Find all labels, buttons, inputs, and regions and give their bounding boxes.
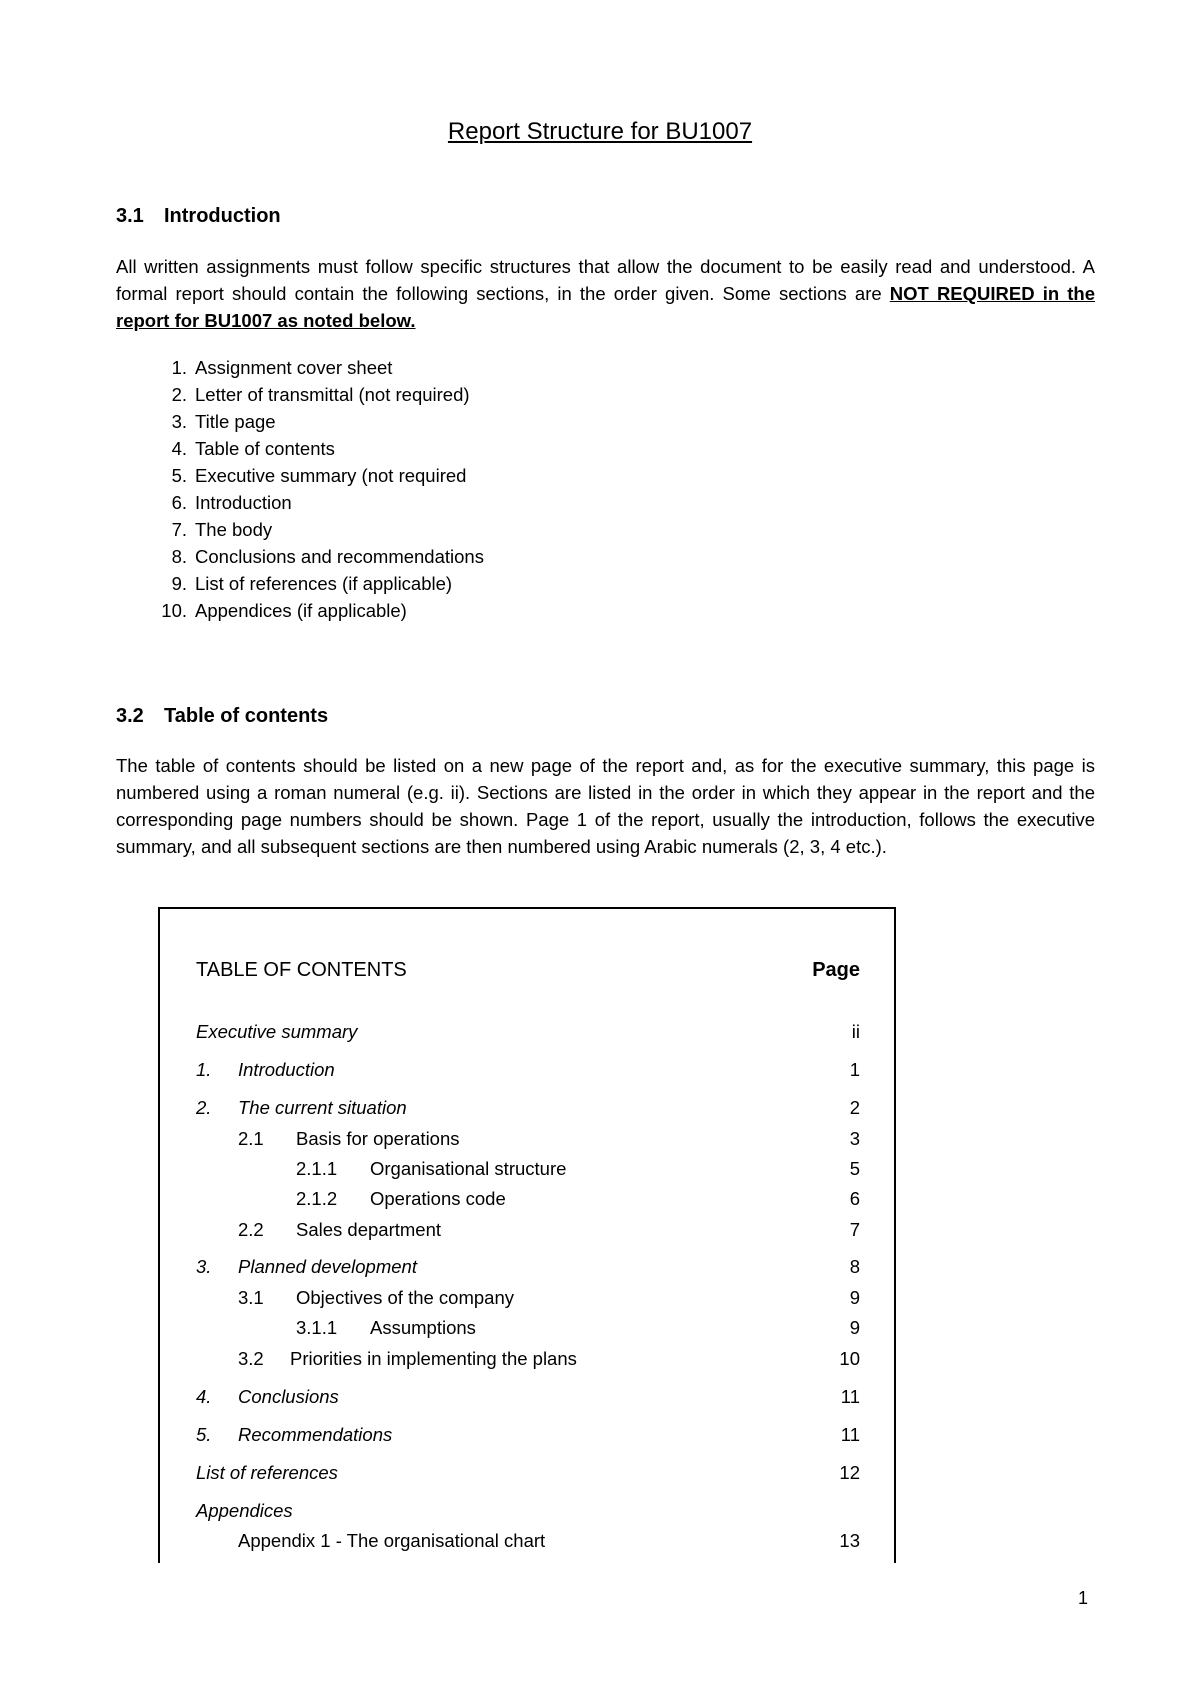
toc-label: Objectives of the company [296,1287,514,1308]
toc-row [160,1384,894,1410]
toc-row [160,1460,894,1486]
toc-row [160,1126,894,1152]
list-number: 6. [171,492,187,513]
toc-number: 2.1.1 [296,1158,338,1179]
toc-page: 8 [849,1256,860,1277]
list-number: 1. [171,357,187,378]
toc-number: 3.1.1 [296,1317,338,1338]
toc-page: 6 [849,1188,860,1209]
toc-row [160,1498,894,1524]
toc-title: TABLE OF CONTENTS [196,959,407,981]
toc-label: Operations code [370,1188,506,1209]
toc-number: 3.1 [238,1287,264,1308]
toc-row [160,1186,894,1212]
list-item [116,408,484,435]
not-required-note: NOT REQUIRED in the report for BU1007 as noted below. [116,283,1096,331]
toc-number: 2.1 [238,1128,264,1149]
list-item [116,543,484,570]
toc-label: List of references [196,1462,338,1483]
toc-row [160,1285,894,1311]
toc-row [160,1156,894,1182]
section-heading-introduction [116,205,281,228]
toc-row [160,1315,894,1341]
toc-page: 10 [839,1348,860,1369]
list-item [116,462,484,489]
section-heading-table-of-contents [116,705,328,728]
toc-paragraph: The table of contents should be listed on a new page of the report and, as for the executive summary, this page is numbered using a roman numeral (e.g. ii). Sections are listed in the order in which they appear in the report and the corresponding page numbers should be shown. Page 1 of the report, usually the introduction, follows the executive summary, and all subsequent sections are then numbered using Arabic numerals (2, 3, 4 etc.). [116,755,1095,857]
list-item [116,354,484,381]
toc-label: Executive summary [196,1021,358,1042]
list-number: 8. [171,546,187,567]
list-text: List of references (if applicable) [195,573,453,594]
toc-page: 11 [840,1424,860,1445]
toc-label: Appendices [196,1500,293,1521]
toc-row [160,1528,894,1554]
list-text: Letter of transmittal (not required) [195,384,470,405]
toc-page: 3 [849,1128,860,1149]
toc-number: 3.2 [238,1348,264,1369]
toc-label: Sales department [296,1219,442,1240]
section-number: 3.1 [116,205,144,227]
toc-label: Priorities in implementing the plans [290,1348,577,1369]
list-number: 7. [171,519,187,540]
list-item [116,597,484,624]
toc-label: Assumptions [370,1317,476,1338]
toc-row [160,1254,894,1280]
table-of-contents-box [158,907,896,1563]
toc-page: 13 [839,1530,860,1551]
section-title: Table of contents [164,705,329,727]
toc-number: 2.1.2 [296,1188,338,1209]
list-item [116,570,484,597]
toc-row [160,1217,894,1243]
toc-page: 5 [849,1158,860,1179]
list-text: Introduction [195,492,292,513]
toc-page: 9 [849,1287,860,1308]
list-text: Table of contents [195,438,335,459]
section-number: 3.2 [116,705,144,727]
toc-number: 4. [196,1386,212,1407]
list-text: The body [195,519,273,540]
list-number: 10. [161,600,187,621]
intro-text: All written assignments must follow specific structures that allow the document to be easily read and understood. A formal report should contain the following sections, in the order given. Some sections are [116,256,1095,304]
toc-label: Basis for operations [296,1128,460,1149]
page-number: 1 [1077,1588,1088,1608]
toc-number: 5. [196,1424,212,1445]
list-text: Title page [195,411,276,432]
toc-page: 1 [849,1059,860,1080]
toc-label: The current situation [238,1097,407,1118]
toc-label: Introduction [238,1059,335,1080]
list-text: Appendices (if applicable) [195,600,407,621]
toc-number: 3. [196,1256,212,1277]
toc-label: Conclusions [238,1386,339,1407]
list-text: Conclusions and recommendations [195,546,484,567]
toc-row [160,1019,894,1045]
toc-row [160,1422,894,1448]
intro-paragraph [116,253,1095,334]
toc-page: 11 [840,1386,860,1407]
toc-number: 1. [196,1059,212,1080]
toc-number: 2. [196,1097,212,1118]
toc-page: 7 [849,1219,860,1240]
toc-page: ii [851,1021,860,1042]
list-text: Executive summary (not required [195,465,467,486]
toc-page: 12 [839,1462,860,1483]
toc-row [160,1095,894,1121]
toc-row [160,1346,894,1372]
toc-label: Organisational structure [370,1158,567,1179]
list-number: 5. [171,465,187,486]
toc-page: 2 [849,1097,860,1118]
toc-row [160,1057,894,1083]
list-item [116,435,484,462]
document-title: Report Structure for BU1007 [447,118,753,145]
section-title: Introduction [164,205,281,227]
list-number: 4. [171,438,187,459]
report-sections-list [116,354,484,624]
list-item [116,381,484,408]
list-item [116,489,484,516]
list-number: 3. [171,411,187,432]
toc-label: Recommendations [238,1424,393,1445]
list-item [116,516,484,543]
toc-label: Planned development [238,1256,417,1277]
toc-page: 9 [849,1317,860,1338]
toc-number: 2.2 [238,1219,264,1240]
toc-label: Appendix 1 - The organisational chart [238,1530,546,1551]
list-number: 9. [171,573,187,594]
toc-page-header: Page [812,959,860,981]
list-number: 2. [171,384,187,405]
list-text: Assignment cover sheet [195,357,393,378]
